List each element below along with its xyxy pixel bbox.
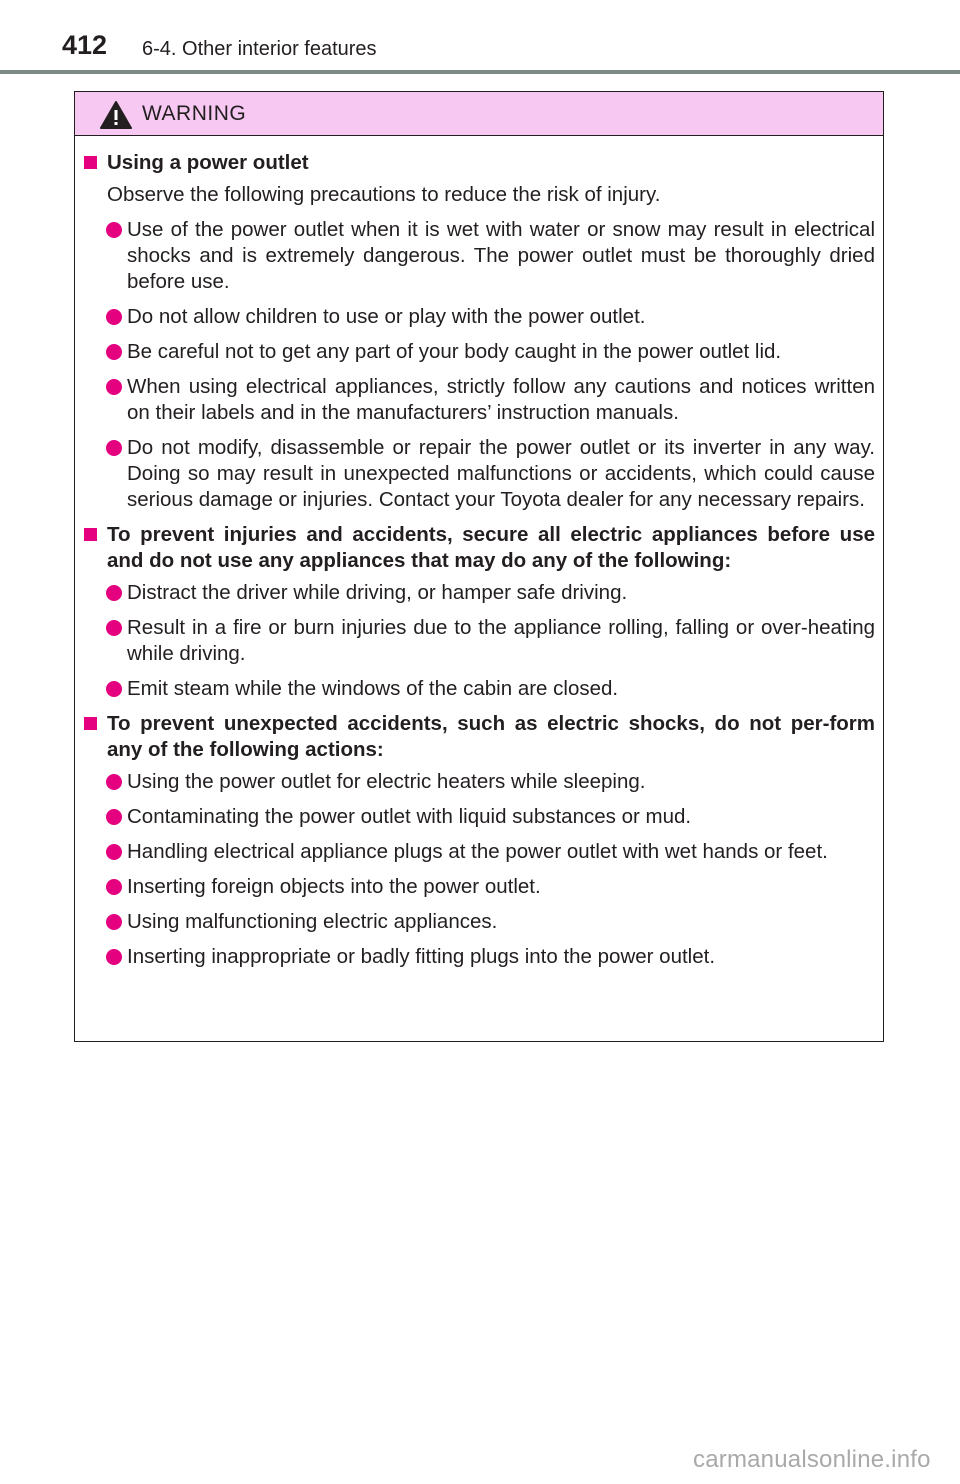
list-item [81,217,875,295]
round-bullet-icon [106,585,122,601]
list-item [81,615,875,667]
list-item-text: Do not modify, disassemble or repair the power outlet or its inverter in any way. Doing so may result in unexpected malfunctions or accidents, which could cause serious damage or injuries. Contact your Toyota dealer for any necessary repairs. [127,436,875,511]
warning-box [74,91,884,1042]
list-item [81,435,875,513]
list-item [81,944,875,970]
list-item-text: Result in a fire or burn injuries due to the appliance rolling, falling or over-heating while driving. [127,616,875,665]
section-heading-text: Using a power outlet [107,151,309,174]
section-heading [81,150,875,176]
watermark: carmanualsonline.info [693,1446,931,1473]
section-heading [81,711,875,763]
list-item [81,304,875,330]
list-item [81,769,875,795]
warning-section-power-outlet [81,150,875,513]
warning-section-electric-shocks [81,711,875,970]
round-bullet-icon [106,949,122,965]
round-bullet-icon [106,620,122,636]
list-item-text: Use of the power outlet when it is wet with water or snow may result in electrical shocks and is extremely dangerous. The power outlet must be thoroughly dried before use. [127,218,875,293]
round-bullet-icon [106,914,122,930]
warning-header [75,92,883,136]
list-item-text: Do not allow children to use or play with the power outlet. [127,305,646,328]
section-heading-text: To prevent unexpected accidents, such as electric shocks, do not per-form any of the following actions: [107,712,875,761]
warning-body [75,136,883,970]
section-heading [81,522,875,574]
list-item-text: Distract the driver while driving, or hamper safe driving. [127,581,628,604]
section-intro: Observe the following precautions to reduce the risk of injury. [107,183,661,206]
list-item-text: Using malfunctioning electric appliances. [127,910,498,933]
round-bullet-icon [106,879,122,895]
list-item-text: Inserting inappropriate or badly fitting plugs into the power outlet. [127,945,716,968]
round-bullet-icon [106,774,122,790]
header-rule [0,70,960,74]
round-bullet-icon [106,379,122,395]
warning-title: WARNING [142,102,247,125]
list-item [81,339,875,365]
list-item [81,676,875,702]
round-bullet-icon [106,440,122,456]
warning-section-secure-appliances [81,522,875,702]
list-item [81,374,875,426]
round-bullet-icon [106,309,122,325]
list-item [81,580,875,606]
square-bullet-icon [84,156,97,169]
list-item [81,839,875,865]
round-bullet-icon [106,222,122,238]
square-bullet-icon [84,528,97,541]
round-bullet-icon [106,344,122,360]
list-item-text: Contaminating the power outlet with liquid substances or mud. [127,805,692,828]
round-bullet-icon [106,809,122,825]
list-item [81,909,875,935]
page-header [0,0,960,76]
warning-triangle-icon [99,100,133,130]
square-bullet-icon [84,717,97,730]
section-heading-text: To prevent injuries and accidents, secure all electric appliances before use and do not use any appliances that may do any of the following: [107,523,875,572]
list-item [81,804,875,830]
list-item-text: When using electrical appliances, strictly follow any cautions and notices written on their labels and in the manufacturers’ instruction manuals. [127,375,875,424]
round-bullet-icon [106,681,122,697]
list-item [81,874,875,900]
list-item-text: Inserting foreign objects into the power outlet. [127,875,541,898]
section-title: 6-4. Other interior features [142,38,377,60]
list-item-text: Be careful not to get any part of your body caught in the power outlet lid. [127,340,782,363]
list-item-text: Using the power outlet for electric heaters while sleeping. [127,770,646,793]
list-item-text: Emit steam while the windows of the cabin are closed. [127,677,619,700]
round-bullet-icon [106,844,122,860]
list-item-text: Handling electrical appliance plugs at the power outlet with wet hands or feet. [127,840,828,863]
page-number: 412 [62,30,108,60]
